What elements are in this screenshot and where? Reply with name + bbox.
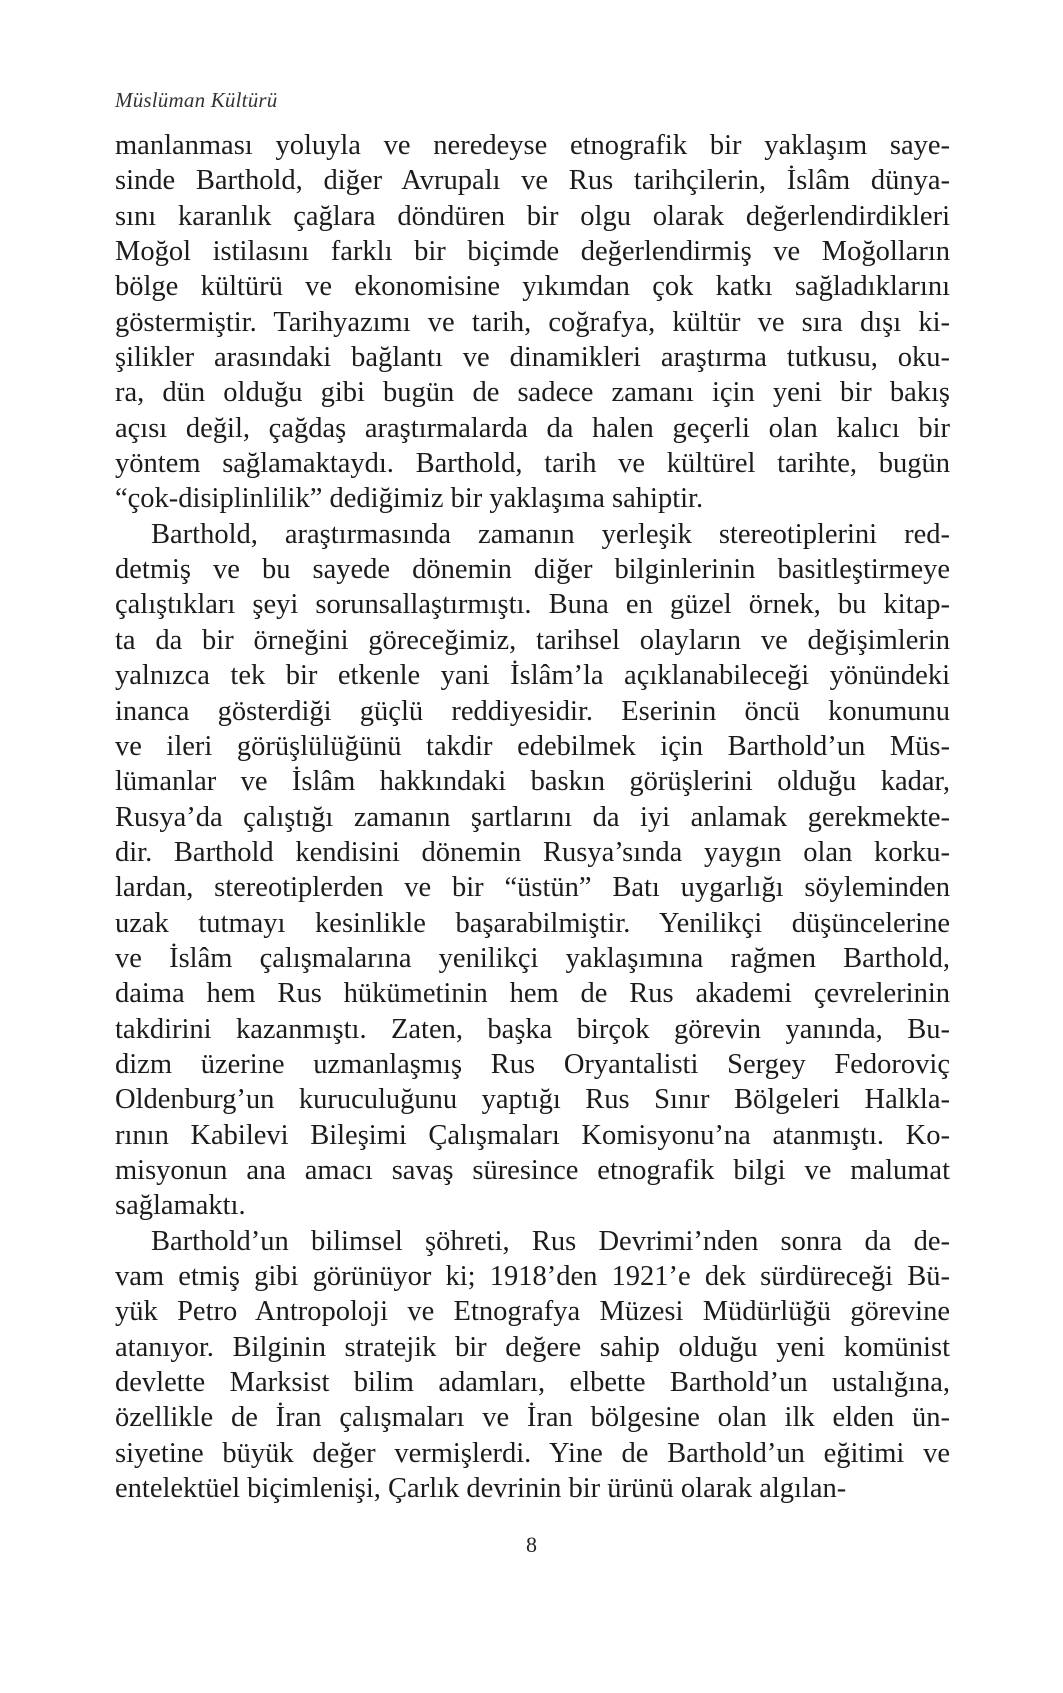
text-line: yalnızca tek bir etkenle yani İslâm’la açıklanabileceği yönündeki bbox=[115, 660, 950, 692]
text-line: rının Kabilevi Bileşimi Çalışmaları Komisyonu’na atanmıştı. Ko- bbox=[115, 1119, 950, 1151]
text-line: Moğol istilasını farklı bir biçimde değerlendirmiş ve Moğolların bbox=[115, 236, 950, 268]
text-line: ve İslâm çalışmalarına yenilikçi yaklaşımına rağmen Barthold, bbox=[115, 942, 950, 974]
page-number: 8 bbox=[526, 1532, 537, 1557]
text-line: dir. Barthold kendisini dönemin Rusya’sında yaygın olan korku- bbox=[115, 836, 950, 868]
text-line: göstermiştir. Tarihyazımı ve tarih, coğrafya, kültür ve sıra dışı ki- bbox=[115, 306, 950, 338]
text-line: özellikle de İran çalışmaları ve İran bölgesine olan ilk elden ün- bbox=[115, 1402, 950, 1434]
text-line: yük Petro Antropoloji ve Etnografya Müzesi Müdürlüğü görevine bbox=[115, 1296, 950, 1328]
text-line: siyetine büyük değer vermişlerdi. Yine de Barthold’un eğitimi ve bbox=[115, 1437, 950, 1469]
text-line: Barthold, araştırmasında zamanın yerleşik stereotiplerini red- bbox=[151, 518, 950, 550]
running-head: Müslüman Kültürü bbox=[115, 88, 278, 112]
paragraph bbox=[115, 128, 950, 517]
text-line: sağlamaktı. bbox=[115, 1190, 246, 1222]
text-line: atanıyor. Bilginin stratejik bir değere sahip olduğu yeni komünist bbox=[115, 1331, 950, 1363]
text-line: Barthold’un bilimsel şöhreti, Rus Devrimi’nden sonra da de- bbox=[151, 1225, 950, 1257]
paragraph bbox=[115, 1224, 950, 1507]
text-line: ra, dün olduğu gibi bugün de sadece zamanı için yeni bir bakış bbox=[115, 377, 950, 409]
text-line: şilikler arasındaki bağlantı ve dinamikleri araştırma tutkusu, oku- bbox=[115, 342, 950, 374]
text-line: takdirini kazanmıştı. Zaten, başka birçok görevin yanında, Bu- bbox=[115, 1013, 950, 1045]
text-line: inanca gösterdiği güçlü reddiyesidir. Eserinin öncü konumunu bbox=[115, 695, 950, 727]
text-line: “çok-disiplinlilik” dediğimiz bir yaklaşıma sahiptir. bbox=[115, 483, 704, 515]
text-line: uzak tutmayı kesinlikle başarabilmiştir. Yenilikçi düşüncelerine bbox=[115, 907, 950, 939]
text-line: çalıştıkları şeyi sorunsallaştırmıştı. Buna en güzel örnek, bu kitap- bbox=[115, 589, 950, 621]
text-line: ta da bir örneğini göreceğimiz, tarihsel olayların ve değişimlerin bbox=[115, 624, 950, 656]
text-line: vam etmiş gibi görünüyor ki; 1918’den 1921’e dek sürdüreceği Bü- bbox=[115, 1261, 950, 1292]
text-line: devlette Marksist bilim adamları, elbette Barthold’un ustalığına, bbox=[115, 1367, 950, 1399]
text-line: sinde Barthold, diğer Avrupalı ve Rus tarihçilerin, İslâm dünya- bbox=[115, 165, 950, 197]
text-line: daima hem Rus hükümetinin hem de Rus akademi çevrelerinin bbox=[115, 978, 950, 1010]
text-line: sını karanlık çağlara döndüren bir olgu olarak değerlendirdikleri bbox=[115, 200, 950, 232]
text-line: açısı değil, çağdaş araştırmalarda da halen geçerli olan kalıcı bir bbox=[115, 412, 950, 444]
text-line: detmiş ve bu sayede dönemin diğer bilginlerinin basitleştirmeye bbox=[115, 554, 950, 586]
text-line: lardan, stereotiplerden ve bir “üstün” Batı uygarlığı söyleminden bbox=[115, 872, 950, 904]
text-line: Oldenburg’un kuruculuğunu yaptığı Rus Sınır Bölgeleri Halkla- bbox=[115, 1084, 950, 1116]
text-line: manlanması yoluyla ve neredeyse etnografik bir yaklaşım saye- bbox=[115, 130, 950, 161]
text-line: yöntem sağlamaktaydı. Barthold, tarih ve kültürel tarihte, bugün bbox=[115, 448, 950, 480]
text-line: lümanlar ve İslâm hakkındaki baskın görüşlerini olduğu kadar, bbox=[115, 766, 950, 798]
text-line: Rusya’da çalıştığı zamanın şartlarını da iyi anlamak gerekmekte- bbox=[115, 801, 950, 833]
text-line: ve ileri görüşlülüğünü takdir edebilmek için Barthold’un Müs- bbox=[115, 730, 950, 762]
body-text bbox=[115, 128, 950, 1506]
paragraph bbox=[115, 517, 950, 1224]
text-line: dizm üzerine uzmanlaşmış Rus Oryantalisti Sergey Fedoroviç bbox=[115, 1048, 950, 1080]
text-line: bölge kültürü ve ekonomisine yıkımdan çok katkı sağladıklarını bbox=[115, 271, 950, 303]
text-line: misyonun ana amacı savaş süresince etnografik bilgi ve malumat bbox=[115, 1154, 950, 1186]
text-line: entelektüel biçimlenişi, Çarlık devrinin bir ürünü olarak algılan- bbox=[115, 1473, 847, 1505]
